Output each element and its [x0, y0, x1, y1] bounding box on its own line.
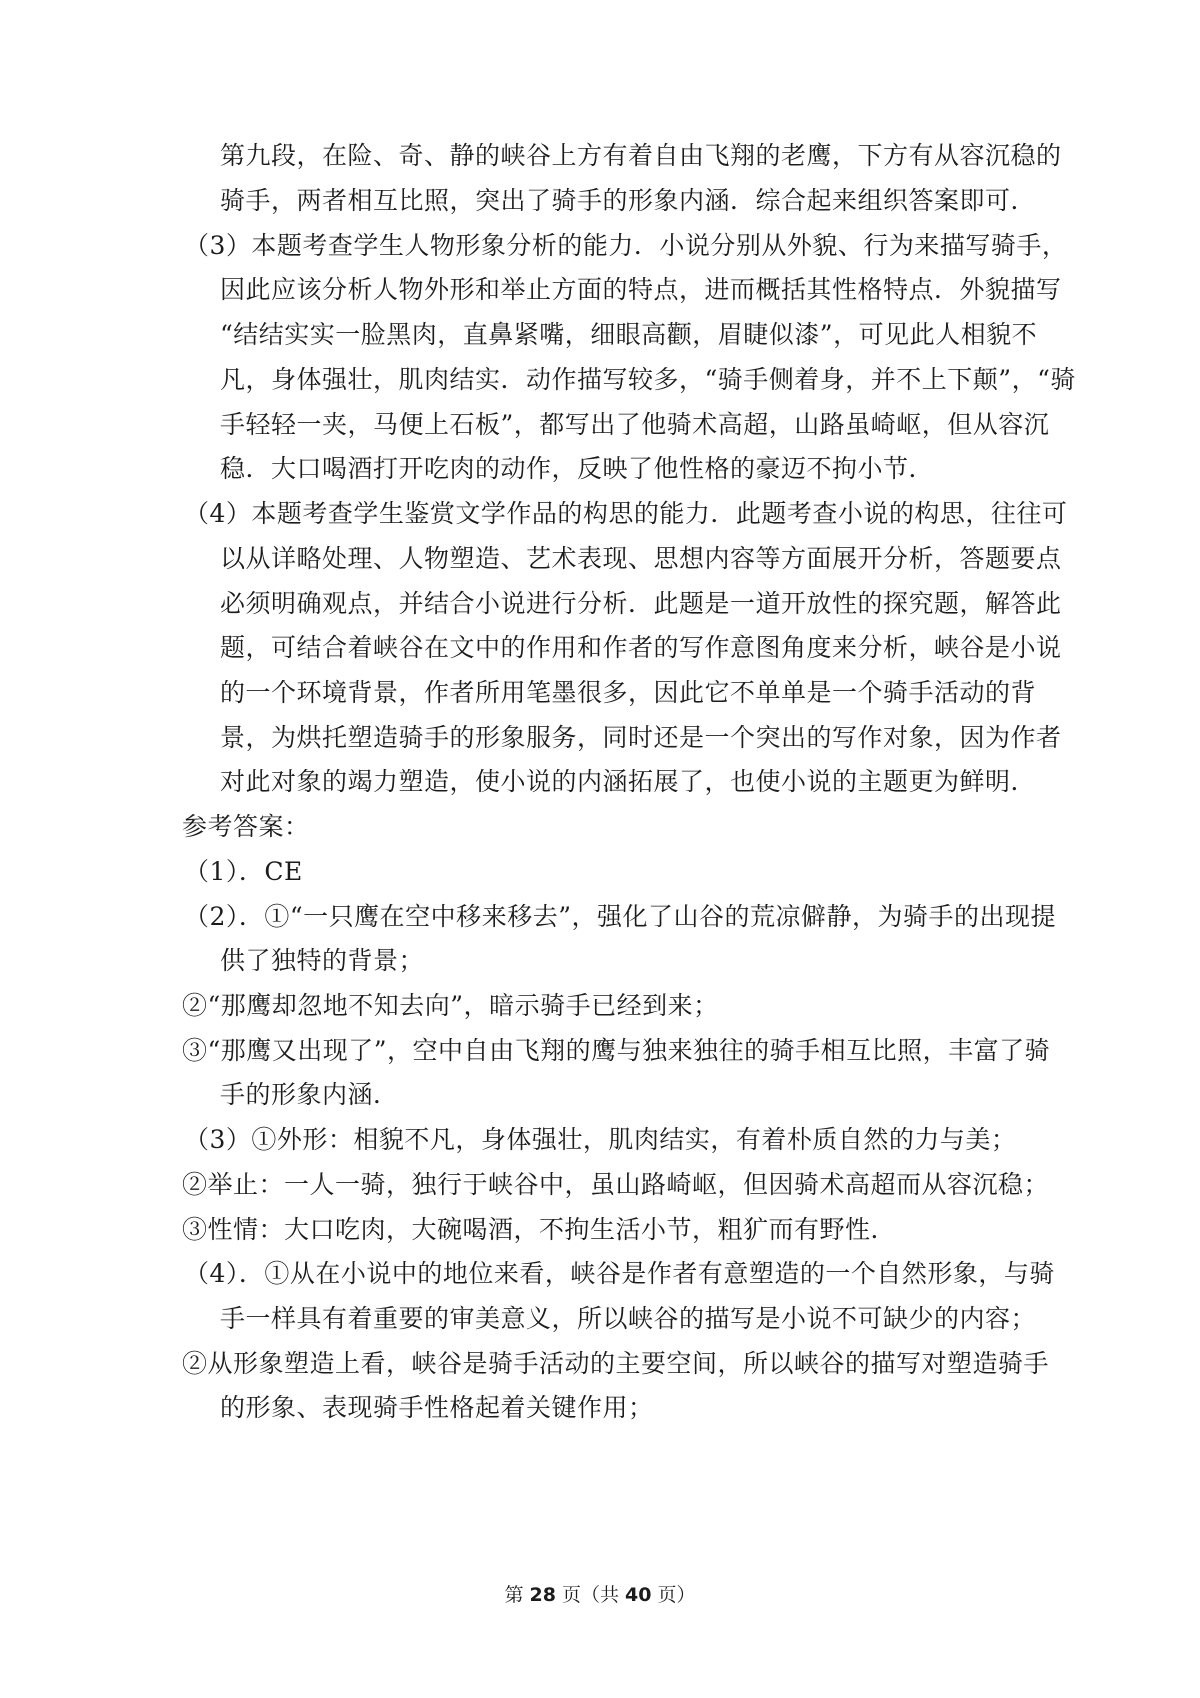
text-line: 凡，身体强壮，肌肉结实．动作描写较多，“骑手侧着身，并不上下颠”，“骑 — [220, 365, 1076, 394]
text-line: 景，为烘托塑造骑手的形象服务，同时还是一个突出的写作对象，因为作者 — [220, 723, 1062, 752]
text-line: 的一个环境背景，作者所用笔墨很多，因此它不单单是一个骑手活动的背 — [220, 678, 1037, 707]
text-line: ③性情：大口吃肉，大碗喝酒，不拘生活小节，粗犷而有野性． — [182, 1215, 897, 1244]
footer-middle: 页（共 — [555, 1584, 626, 1606]
text-line: ③“那鹰又出现了”，空中自由飞翔的鹰与独来独往的骑手相互比照，丰富了骑 — [182, 1036, 1051, 1065]
text-line: （3）①外形：相貌不凡，身体强壮，肌肉结实，有着朴质自然的力与美； — [184, 1125, 1017, 1154]
text-line: 骑手，两者相互比照，突出了骑手的形象内涵．综合起来组织答案即可． — [220, 186, 1037, 215]
text-line: 稳．大口喝酒打开吃肉的动作，反映了他性格的豪迈不拘小节． — [220, 454, 935, 483]
text-line: 手一样具有着重要的审美意义，所以峡谷的描写是小说不可缺少的内容； — [220, 1304, 1037, 1333]
text-line: ②“那鹰却忽地不知去向”，暗示骑手已经到来； — [182, 991, 719, 1020]
footer-prefix: 第 — [504, 1584, 530, 1606]
text-line: ②举止：一人一骑，独行于峡谷中，虽山路崎岖，但因骑术高超而从容沉稳； — [182, 1170, 1050, 1199]
current-page-number: 28 — [529, 1584, 556, 1606]
text-line: 因此应该分析人物外形和举止方面的特点，进而概括其性格特点．外貌描写 — [220, 275, 1062, 304]
text-line: （4）．①从在小说中的地位来看，峡谷是作者有意塑造的一个自然形象，与骑 — [184, 1259, 1055, 1288]
text-line: 手轻轻一夹，马便上石板”，都写出了他骑术高超，山路虽崎岖，但从容沉 — [220, 410, 1050, 439]
section-heading: 参考答案： — [182, 812, 310, 841]
text-line: （1）．CE — [184, 857, 303, 886]
text-line: （2）．①“一只鹰在空中移来移去”，强化了山谷的荒凉僻静，为骑手的出现提 — [184, 902, 1056, 931]
text-line: 必须明确观点，并结合小说进行分析．此题是一道开放性的探究题，解答此 — [220, 589, 1062, 618]
text-line: 供了独特的背景； — [220, 946, 425, 975]
text-line: 对此对象的竭力塑造，使小说的内涵拓展了，也使小说的主题更为鲜明． — [220, 767, 1037, 796]
text-line: （3）本题考查学生人物形象分析的能力．小说分别从外貌、行为来描写骑手， — [184, 231, 1068, 260]
text-line: 手的形象内涵． — [220, 1080, 399, 1109]
text-line: 的形象、表现骑手性格起着关键作用； — [220, 1393, 654, 1422]
text-line: ②从形象塑造上看，峡谷是骑手活动的主要空间，所以峡谷的描写对塑造骑手 — [182, 1349, 1050, 1378]
text-line: （4）本题考查学生鉴赏文学作品的构思的能力．此题考查小说的构思，往往可 — [184, 499, 1068, 528]
total-pages-number: 40 — [625, 1584, 652, 1606]
footer-suffix: 页） — [651, 1584, 696, 1606]
text-line: 第九段，在险、奇、静的峡谷上方有着自由飞翔的老鹰，下方有从容沉稳的 — [220, 141, 1062, 170]
text-line: “结结实实一脸黑肉，直鼻紧嘴，细眼高颧，眉睫似漆”，可见此人相貌不 — [220, 320, 1038, 349]
page-footer — [0, 1582, 1200, 1608]
text-line: 题，可结合着峡谷在文中的作用和作者的写作意图角度来分析，峡谷是小说 — [220, 633, 1062, 662]
text-line: 以从详略处理、人物塑造、艺术表现、思想内容等方面展开分析，答题要点 — [220, 544, 1062, 573]
